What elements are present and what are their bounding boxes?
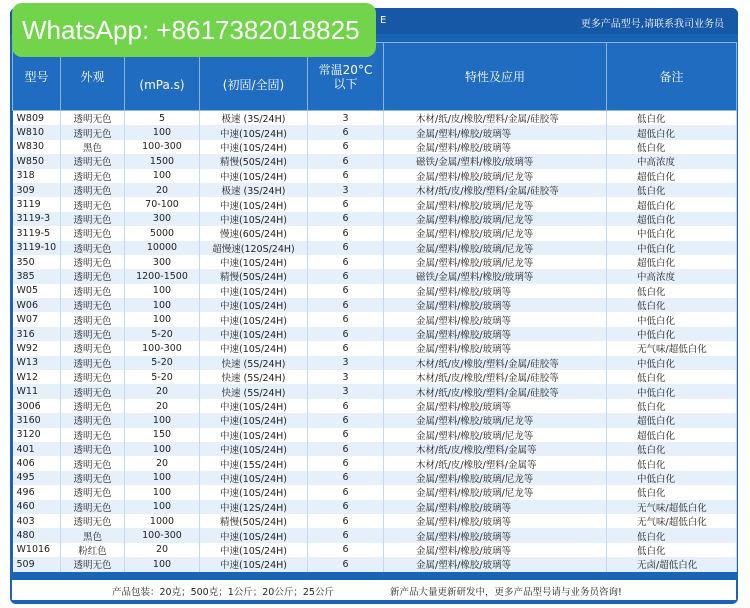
cell-viscosity: 100	[125, 298, 200, 312]
table-row	[13, 197, 737, 211]
product-table	[12, 42, 737, 572]
table-row	[13, 241, 737, 255]
cell-remarks: 中低白化	[607, 327, 737, 341]
cell-temperature: 6	[308, 197, 384, 211]
header-remarks: 备注	[607, 43, 737, 111]
cell-cure-time: 慢速(60S/24H)	[200, 226, 308, 240]
cell-viscosity: 70-100	[125, 197, 200, 211]
cell-cure-time: 中速(10S/24H)	[200, 312, 308, 326]
cell-cure-time: 中速(10S/24H)	[200, 341, 308, 355]
cell-appearance: 黑色	[61, 140, 125, 154]
table-row	[13, 528, 737, 542]
cell-application: 金属/塑料/橡胶/玻璃/尼龙等	[384, 226, 607, 240]
table-row	[13, 399, 737, 413]
cell-application: 金属/塑料/橡胶/玻璃等	[384, 284, 607, 298]
cell-temperature: 6	[308, 428, 384, 442]
cell-temperature: 6	[308, 456, 384, 470]
cell-appearance: 透明无色	[61, 471, 125, 485]
cell-application: 金属/塑料/橡胶/玻璃等	[384, 557, 607, 571]
table-row	[13, 413, 737, 427]
cell-remarks: 无卤/超低白化	[607, 557, 737, 571]
cell-viscosity: 100	[125, 471, 200, 485]
cell-model: 3120	[13, 428, 61, 442]
table-row	[13, 255, 737, 269]
cell-application: 金属/塑料/橡胶/玻璃等	[384, 298, 607, 312]
cell-model: 509	[13, 557, 61, 571]
cell-model: 480	[13, 528, 61, 542]
cell-model: 3119-3	[13, 212, 61, 226]
cell-application: 金属/塑料/橡胶/玻璃/尼龙等	[384, 413, 607, 427]
cell-viscosity: 100	[125, 169, 200, 183]
cell-model: 350	[13, 255, 61, 269]
cell-temperature: 6	[308, 169, 384, 183]
cell-appearance: 透明无色	[61, 284, 125, 298]
cell-cure-time: 中速(10S/24H)	[200, 428, 308, 442]
header-model: 型号	[13, 43, 61, 111]
cell-temperature: 6	[308, 284, 384, 298]
cell-application: 木材/纸/皮/橡胶/塑料/金属等	[384, 442, 607, 456]
cell-temperature: 6	[308, 226, 384, 240]
cell-viscosity: 100-300	[125, 341, 200, 355]
cell-remarks: 超低白化	[607, 212, 737, 226]
cell-application: 金属/塑料/橡胶/玻璃/尼龙等	[384, 255, 607, 269]
cell-cure-time: 中速(10S/24H)	[200, 327, 308, 341]
table-row	[13, 485, 737, 499]
cell-viscosity: 300	[125, 255, 200, 269]
cell-appearance: 透明无色	[61, 255, 125, 269]
header-cure-time: (初固/全固)	[200, 43, 308, 111]
packaging-note: 产品包装：20克；500克；1公斤；20公斤；25公斤	[112, 587, 334, 598]
cell-appearance: 透明无色	[61, 111, 125, 126]
cell-appearance: 透明无色	[61, 370, 125, 384]
cell-temperature: 3	[308, 370, 384, 384]
cell-temperature: 6	[308, 154, 384, 168]
cell-viscosity: 1500	[125, 154, 200, 168]
cell-temperature: 3	[308, 183, 384, 197]
cell-viscosity: 100-300	[125, 528, 200, 542]
cell-appearance: 透明无色	[61, 226, 125, 240]
table-row	[13, 169, 737, 183]
header-temperature: 常温20°C 以下	[308, 43, 384, 111]
cell-cure-time: 中速(10S/24H)	[200, 543, 308, 557]
cell-temperature: 6	[308, 485, 384, 499]
cell-remarks: 中高浓度	[607, 154, 737, 168]
cell-temperature: 6	[308, 140, 384, 154]
cell-model: 3006	[13, 399, 61, 413]
cell-application: 金属/塑料/橡胶/玻璃等	[384, 543, 607, 557]
cell-temperature: 6	[308, 125, 384, 139]
table-row	[13, 356, 737, 370]
cell-temperature: 6	[308, 528, 384, 542]
cell-remarks: 超低白化	[607, 413, 737, 427]
cell-remarks: 超低白化	[607, 169, 737, 183]
cell-appearance: 透明无色	[61, 557, 125, 571]
table-row	[13, 557, 737, 571]
cell-model: W12	[13, 370, 61, 384]
table-row	[13, 442, 737, 456]
cell-model: W05	[13, 284, 61, 298]
cell-cure-time: 快速 (5S/24H)	[200, 384, 308, 398]
cell-appearance: 透明无色	[61, 428, 125, 442]
cell-viscosity: 300	[125, 212, 200, 226]
cell-appearance: 透明无色	[61, 341, 125, 355]
cell-application: 金属/塑料/橡胶/玻璃等	[384, 125, 607, 139]
cell-cure-time: 快速 (5S/24H)	[200, 370, 308, 384]
cell-model: 496	[13, 485, 61, 499]
table-row	[13, 456, 737, 470]
table-row	[13, 140, 737, 154]
banner-right-text: 更多产品型号,请联系我司业务员	[580, 19, 724, 30]
cell-cure-time: 中速(10S/24H)	[200, 125, 308, 139]
cell-model: 3119-5	[13, 226, 61, 240]
cell-cure-time: 中速(10S/24H)	[200, 471, 308, 485]
cell-viscosity: 1200-1500	[125, 269, 200, 283]
cell-application: 木材/纸/皮/橡胶/塑料/金属等	[384, 456, 607, 470]
cell-model: W06	[13, 298, 61, 312]
cell-appearance: 透明无色	[61, 154, 125, 168]
cell-viscosity: 20	[125, 456, 200, 470]
cell-cure-time: 中速(10S/24H)	[200, 169, 308, 183]
cell-temperature: 6	[308, 500, 384, 514]
cell-application: 金属/塑料/橡胶/玻璃等	[384, 327, 607, 341]
table-row	[13, 269, 737, 283]
cell-appearance: 透明无色	[61, 485, 125, 499]
cell-application: 金属/塑料/橡胶/玻璃等	[384, 399, 607, 413]
cell-appearance: 透明无色	[61, 212, 125, 226]
table-body	[13, 111, 737, 572]
cell-cure-time: 中速(12S/24H)	[200, 500, 308, 514]
cell-remarks: 低白化	[607, 284, 737, 298]
cell-cure-time: 中速(10S/24H)	[200, 557, 308, 571]
cell-viscosity: 20	[125, 384, 200, 398]
cell-cure-time: 精慢(50S/24H)	[200, 269, 308, 283]
cell-model: 401	[13, 442, 61, 456]
cell-appearance: 透明无色	[61, 312, 125, 326]
cell-cure-time: 中速(10S/24H)	[200, 413, 308, 427]
cell-viscosity: 5	[125, 111, 200, 126]
cell-cure-time: 极速 (3S/24H)	[200, 183, 308, 197]
cell-appearance: 透明无色	[61, 269, 125, 283]
cell-model: W810	[13, 125, 61, 139]
cell-application: 木材/纸/皮/橡胶/塑料/金属/硅胶等	[384, 370, 607, 384]
cell-viscosity: 20	[125, 183, 200, 197]
cell-application: 金属/塑料/橡胶/玻璃/尼龙等	[384, 428, 607, 442]
cell-cure-time: 中速(10S/24H)	[200, 197, 308, 211]
table-row	[13, 154, 737, 168]
cell-appearance: 透明无色	[61, 169, 125, 183]
cell-viscosity: 100	[125, 413, 200, 427]
cell-model: 3119	[13, 197, 61, 211]
header-application: 特性及应用	[384, 43, 607, 111]
header-viscosity: (mPa.s)	[125, 43, 200, 111]
cell-viscosity: 5-20	[125, 327, 200, 341]
cell-cure-time: 快速 (5S/24H)	[200, 356, 308, 370]
cell-temperature: 6	[308, 269, 384, 283]
cell-application: 金属/塑料/橡胶/玻璃/尼龙等	[384, 169, 607, 183]
cell-cure-time: 中速(10S/24H)	[200, 399, 308, 413]
cell-application: 木材/纸/皮/橡胶/塑料/金属/硅胶等	[384, 183, 607, 197]
cell-remarks: 超低白化	[607, 125, 737, 139]
cell-remarks: 低白化	[607, 183, 737, 197]
cell-model: 403	[13, 514, 61, 528]
cell-appearance: 粉红色	[61, 543, 125, 557]
cell-temperature: 6	[308, 312, 384, 326]
cell-cure-time: 中速(10S/24H)	[200, 212, 308, 226]
cell-application: 磁铁/金属/塑料/橡胶/玻璃等	[384, 269, 607, 283]
cell-appearance: 透明无色	[61, 413, 125, 427]
cell-appearance: 黑色	[61, 528, 125, 542]
cell-temperature: 6	[308, 557, 384, 571]
cell-remarks: 低白化	[607, 111, 737, 126]
cell-application: 金属/塑料/橡胶/玻璃等	[384, 341, 607, 355]
cell-viscosity: 5000	[125, 226, 200, 240]
cell-application: 金属/塑料/橡胶/玻璃等	[384, 500, 607, 514]
cell-remarks: 低白化	[607, 140, 737, 154]
cell-remarks: 低白化	[607, 543, 737, 557]
cell-appearance: 透明无色	[61, 384, 125, 398]
cell-cure-time: 中速(10S/24H)	[200, 528, 308, 542]
cell-temperature: 6	[308, 543, 384, 557]
cell-viscosity: 10000	[125, 241, 200, 255]
cell-remarks: 低白化	[607, 442, 737, 456]
cell-remarks: 中低白化	[607, 471, 737, 485]
cell-cure-time: 中速(15S/24H)	[200, 456, 308, 470]
table-row	[13, 341, 737, 355]
table-row	[13, 125, 737, 139]
cell-viscosity: 100	[125, 312, 200, 326]
cell-remarks: 中低白化	[607, 312, 737, 326]
cell-remarks: 中低白化	[607, 384, 737, 398]
whatsapp-overlay: WhatsApp: +8617382018825	[12, 3, 376, 57]
cell-application: 木材/纸/皮/橡胶/塑料/金属/硅胶等	[384, 356, 607, 370]
cell-application: 金属/塑料/橡胶/玻璃/尼龙等	[384, 485, 607, 499]
cell-remarks: 超低白化	[607, 255, 737, 269]
table-footer	[12, 580, 736, 600]
cell-model: 495	[13, 471, 61, 485]
cell-cure-time: 精慢(50S/24H)	[200, 514, 308, 528]
cell-viscosity: 20	[125, 543, 200, 557]
cell-remarks: 低白化	[607, 485, 737, 499]
cell-remarks: 低白化	[607, 528, 737, 542]
header-appearance: 外观	[61, 43, 125, 111]
cell-appearance: 透明无色	[61, 356, 125, 370]
cell-viscosity: 5-20	[125, 370, 200, 384]
cell-application: 金属/塑料/橡胶/玻璃等	[384, 140, 607, 154]
table-row	[13, 111, 737, 126]
cell-model: W13	[13, 356, 61, 370]
cell-remarks: 中高浓度	[607, 269, 737, 283]
cell-application: 金属/塑料/橡胶/玻璃等	[384, 312, 607, 326]
cell-application: 磁铁/金属/塑料/橡胶/玻璃等	[384, 154, 607, 168]
cell-temperature: 6	[308, 413, 384, 427]
table-row	[13, 543, 737, 557]
cell-model: W11	[13, 384, 61, 398]
cell-remarks: 超低白化	[607, 197, 737, 211]
cell-viscosity: 100	[125, 125, 200, 139]
cell-viscosity: 100	[125, 284, 200, 298]
cell-model: W809	[13, 111, 61, 126]
cell-remarks: 低白化	[607, 370, 737, 384]
cell-remarks: 低白化	[607, 456, 737, 470]
cell-cure-time: 中速(10S/24H)	[200, 140, 308, 154]
table-row	[13, 471, 737, 485]
cell-remarks: 低白化	[607, 298, 737, 312]
cell-model: 309	[13, 183, 61, 197]
cell-temperature: 6	[308, 255, 384, 269]
cell-model: W07	[13, 312, 61, 326]
cell-model: 406	[13, 456, 61, 470]
cell-appearance: 透明无色	[61, 125, 125, 139]
cell-application: 木材/纸/皮/橡胶/塑料/金属/硅胶等	[384, 384, 607, 398]
cell-temperature: 6	[308, 514, 384, 528]
cell-cure-time: 中速(10S/24H)	[200, 298, 308, 312]
table-row	[13, 183, 737, 197]
cell-model: W1016	[13, 543, 61, 557]
cell-appearance: 透明无色	[61, 327, 125, 341]
table-row	[13, 298, 737, 312]
cell-appearance: 透明无色	[61, 399, 125, 413]
cell-model: 316	[13, 327, 61, 341]
table-row	[13, 284, 737, 298]
cell-temperature: 6	[308, 241, 384, 255]
cell-cure-time: 超慢速(120S/24H)	[200, 241, 308, 255]
table-row	[13, 327, 737, 341]
cell-model: W850	[13, 154, 61, 168]
cell-remarks: 无气味/超低白化	[607, 514, 737, 528]
cell-cure-time: 中速(10S/24H)	[200, 284, 308, 298]
table-row	[13, 500, 737, 514]
cell-appearance: 透明无色	[61, 183, 125, 197]
banner-left-text: E	[380, 15, 387, 26]
cell-application: 金属/塑料/橡胶/玻璃等	[384, 528, 607, 542]
cell-cure-time: 中速(10S/24H)	[200, 442, 308, 456]
cell-application: 金属/塑料/橡胶/玻璃/尼龙等	[384, 471, 607, 485]
table-row	[13, 384, 737, 398]
cell-temperature: 6	[308, 341, 384, 355]
cell-model: W92	[13, 341, 61, 355]
table-row	[13, 226, 737, 240]
cell-temperature: 3	[308, 111, 384, 126]
cell-remarks: 无气味/超低白化	[607, 341, 737, 355]
cell-viscosity: 1000	[125, 514, 200, 528]
cell-model: 3119-10	[13, 241, 61, 255]
cell-temperature: 6	[308, 327, 384, 341]
cell-viscosity: 100-300	[125, 140, 200, 154]
cell-viscosity: 100	[125, 500, 200, 514]
table-row	[13, 312, 737, 326]
cell-appearance: 透明无色	[61, 241, 125, 255]
cell-appearance: 透明无色	[61, 456, 125, 470]
cell-appearance: 透明无色	[61, 197, 125, 211]
cell-viscosity: 150	[125, 428, 200, 442]
cell-viscosity: 100	[125, 442, 200, 456]
cell-temperature: 3	[308, 384, 384, 398]
cell-temperature: 6	[308, 212, 384, 226]
cell-viscosity: 100	[125, 485, 200, 499]
cell-cure-time: 精慢(50S/24H)	[200, 154, 308, 168]
cell-application: 金属/塑料/橡胶/玻璃/尼龙等	[384, 197, 607, 211]
cell-model: 460	[13, 500, 61, 514]
cell-model: W830	[13, 140, 61, 154]
cell-remarks: 中低白化	[607, 241, 737, 255]
cell-model: 3160	[13, 413, 61, 427]
cell-appearance: 透明无色	[61, 514, 125, 528]
cell-model: 385	[13, 269, 61, 283]
cell-appearance: 透明无色	[61, 442, 125, 456]
cell-appearance: 透明无色	[61, 500, 125, 514]
cell-temperature: 6	[308, 399, 384, 413]
cell-remarks: 中低白化	[607, 356, 737, 370]
cell-temperature: 6	[308, 442, 384, 456]
cell-appearance: 透明无色	[61, 298, 125, 312]
cell-temperature: 3	[308, 356, 384, 370]
table-row	[13, 514, 737, 528]
cell-cure-time: 极速 (3S/24H)	[200, 111, 308, 126]
cell-remarks: 无气味/超低白化	[607, 500, 737, 514]
cell-cure-time: 中速(10S/24H)	[200, 485, 308, 499]
cell-model: 318	[13, 169, 61, 183]
cell-application: 金属/塑料/橡胶/玻璃/尼龙等	[384, 212, 607, 226]
table-row	[13, 428, 737, 442]
cell-remarks: 中低白化	[607, 226, 737, 240]
cell-remarks: 超低白化	[607, 428, 737, 442]
cell-cure-time: 中速(10S/24H)	[200, 255, 308, 269]
table-row	[13, 370, 737, 384]
cell-viscosity: 5-20	[125, 356, 200, 370]
cell-application: 金属/塑料/橡胶/玻璃/尼龙等	[384, 241, 607, 255]
cell-viscosity: 100	[125, 557, 200, 571]
cell-application: 木材/纸/皮/橡胶/塑料/金属/硅胶等	[384, 111, 607, 126]
table-row	[13, 212, 737, 226]
cell-temperature: 6	[308, 471, 384, 485]
cell-viscosity: 20	[125, 399, 200, 413]
cell-application: 金属/塑料/橡胶/玻璃等	[384, 514, 607, 528]
rnd-note: 新产品大量更新研发中，更多产品型号请与业务员咨询!	[390, 587, 622, 598]
cell-remarks: 低白化	[607, 399, 737, 413]
cell-temperature: 6	[308, 298, 384, 312]
